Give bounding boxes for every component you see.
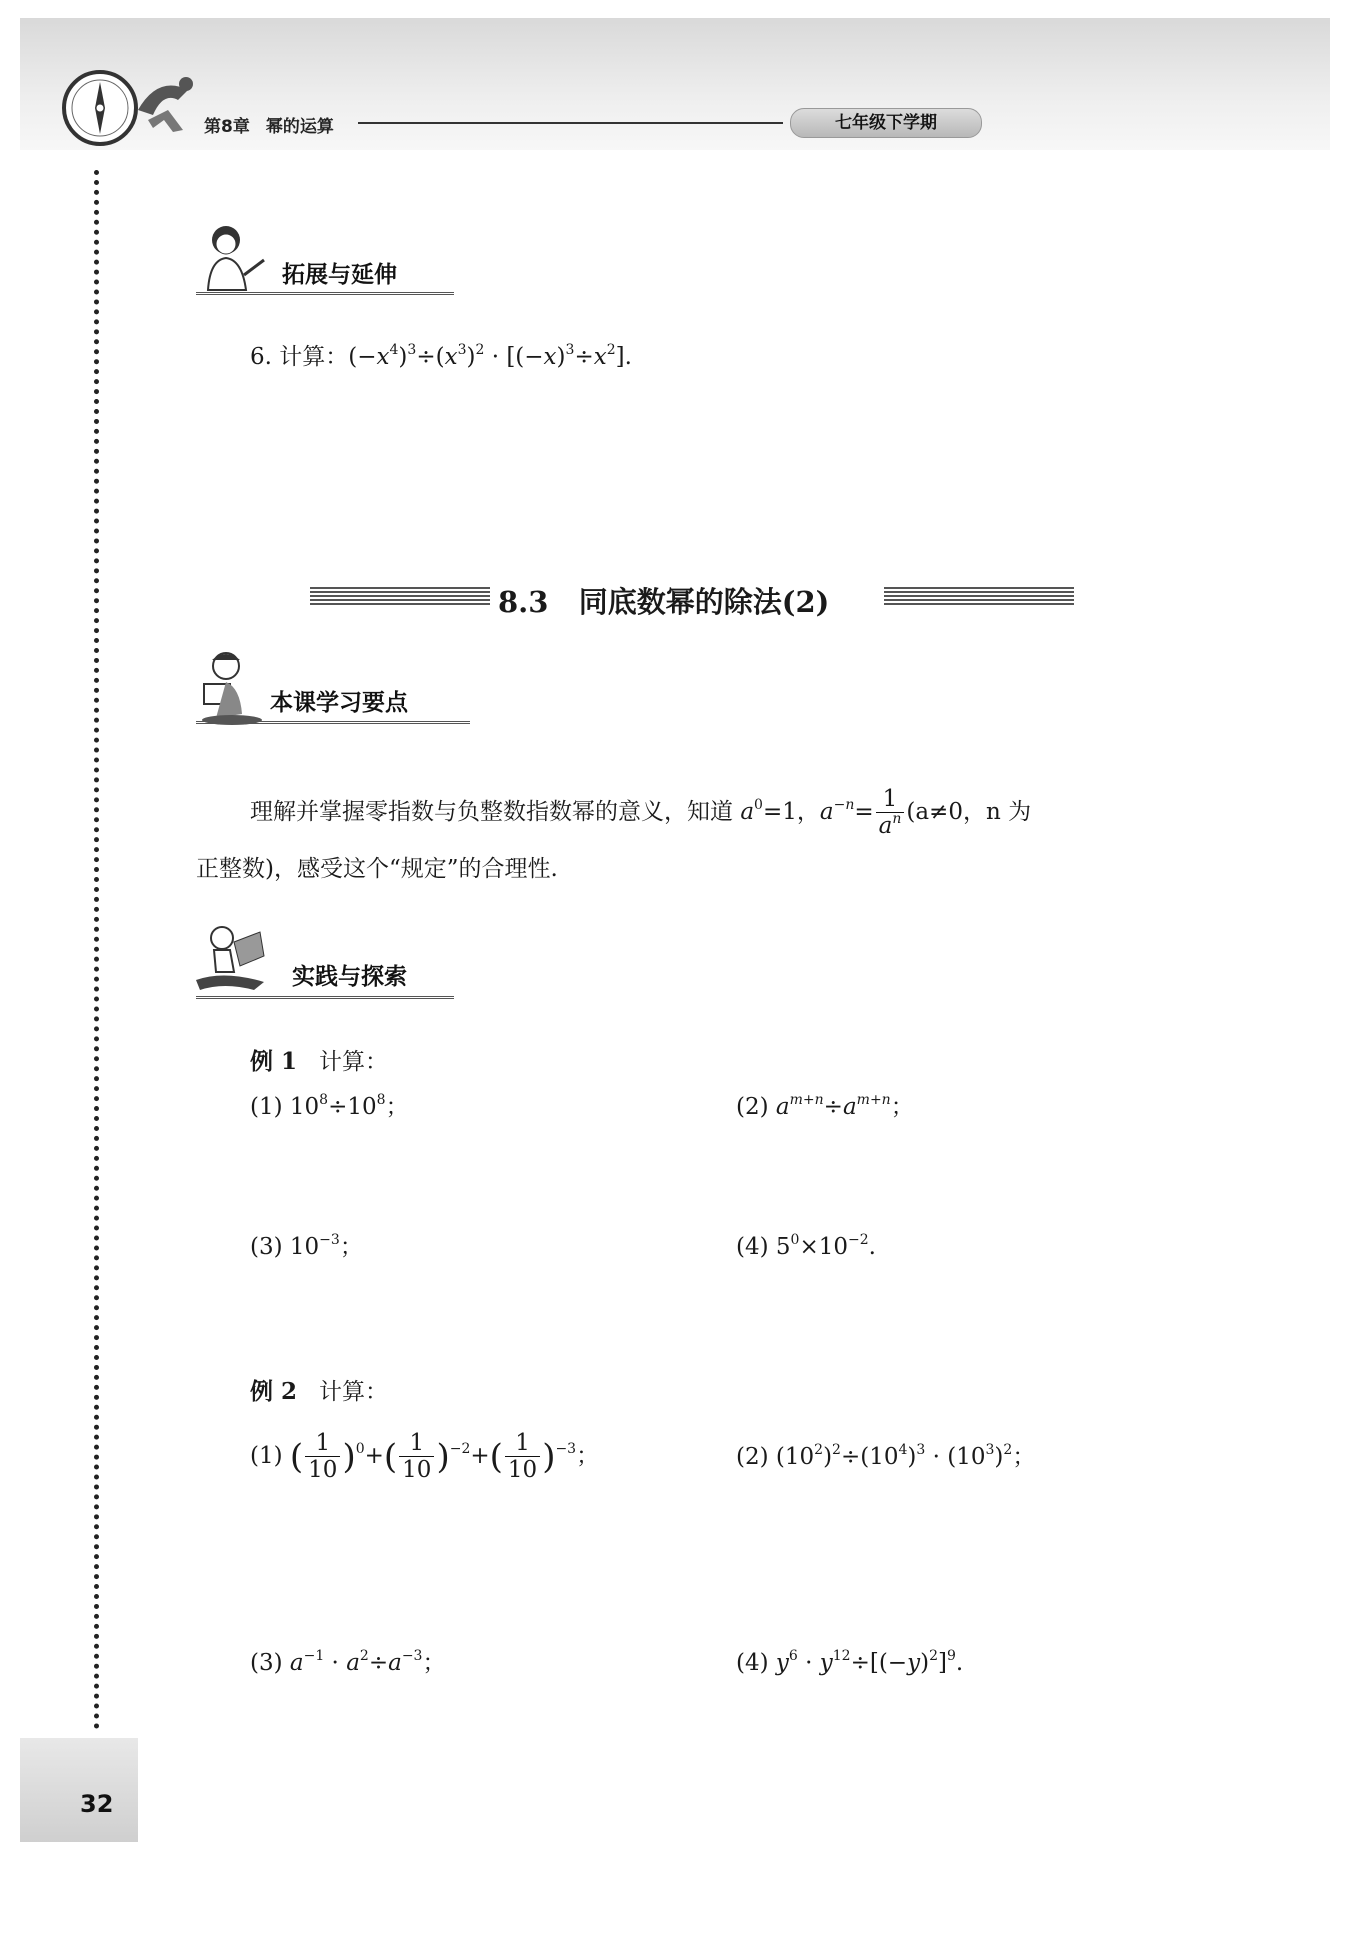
example-2-item-2: (2) $(10^2)^2\div(10^4)^3 \cdot (10^3)^2$； <box>736 1442 1036 1470</box>
section-name: 同底数幂的除法(2) <box>578 585 830 619</box>
key-points-line-1: 理解并掌握零指数与负整数指数幂的意义，知道 $a^0=1$，$a^{-n}=$ $\frac{1}{a^n}$ (a≠0，n 为 <box>250 786 1032 840</box>
section-title-stripes-left <box>310 587 490 605</box>
section-number: 8.3 <box>498 585 549 619</box>
runner-logo-icon <box>128 70 200 142</box>
extension-rule <box>196 292 454 295</box>
practice-title: 实践与探索 <box>292 964 407 990</box>
section-title-stripes-right <box>884 587 1074 605</box>
example-1-item-3: (3) $10^{-3}$； <box>250 1232 363 1260</box>
practice-rule <box>196 996 454 999</box>
example-2-item-1: (1) ( $\frac{1}{10}$ )$^0$+( $\frac{1}{10}$ )$^{-2}$+( $\frac{1}{10}$ )$^{-3}$； <box>250 1430 600 1484</box>
example-2-heading <box>250 1380 388 1404</box>
example-2-item-4: (4) $y^6 \cdot y^{12}\div[(-y)^2]^9$. <box>736 1648 964 1676</box>
key-points-rule <box>196 721 470 724</box>
example-1-item-4: (4) $5^0\times 10^{-2}$. <box>736 1232 876 1260</box>
chapter-label <box>204 112 350 137</box>
teacher-figure-icon <box>196 220 268 298</box>
example-1-heading <box>250 1050 388 1074</box>
skater-figure-icon <box>194 920 266 998</box>
question-6 <box>250 342 632 370</box>
chapter-title: 幂的运算 <box>265 117 334 137</box>
key-points-line-2: 正整数)，感受这个“规定”的合理性. <box>196 856 558 882</box>
key-points-title: 本课学习要点 <box>270 690 408 716</box>
example-1-instruction: 计算： <box>318 1049 388 1075</box>
key-points-line-1-text: 理解并掌握零指数与负整数指数幂的意义，知道 <box>250 798 733 825</box>
example-2-item-3: (3) $a^{-1} \cdot a^2\div a^{-3}$； <box>250 1648 446 1676</box>
page-number: 32 <box>80 1790 114 1818</box>
header-rule <box>358 122 783 124</box>
fraction-1-over-a-n: $\frac{1}{a^n}$ <box>876 786 905 840</box>
key-points-condition: (a≠0，n 为 <box>906 798 1032 825</box>
grade-badge: 七年级下学期 <box>790 108 982 138</box>
page-number-tab <box>20 1738 138 1842</box>
section-title <box>498 580 829 621</box>
binding-dots <box>94 170 99 1730</box>
example-2-label: 例 2 <box>250 1378 298 1405</box>
reader-figure-icon <box>196 648 268 726</box>
question-6-label: 6. 计算： <box>250 344 349 370</box>
example-1-label: 例 1 <box>250 1048 298 1075</box>
chapter-number: 第8章 <box>204 117 250 137</box>
example-2-instruction: 计算： <box>318 1379 388 1405</box>
extension-title: 拓展与延伸 <box>282 262 397 288</box>
example-1-item-1: (1) $10^8\div 10^8$； <box>250 1092 409 1120</box>
question-6-expression: $(-x^4)^3\div(x^3)^2 \cdot [(-x)^3\div x^2]$. <box>348 342 632 370</box>
example-1-item-2: (2) $a^{m+n}\div a^{m+n}$； <box>736 1092 914 1120</box>
